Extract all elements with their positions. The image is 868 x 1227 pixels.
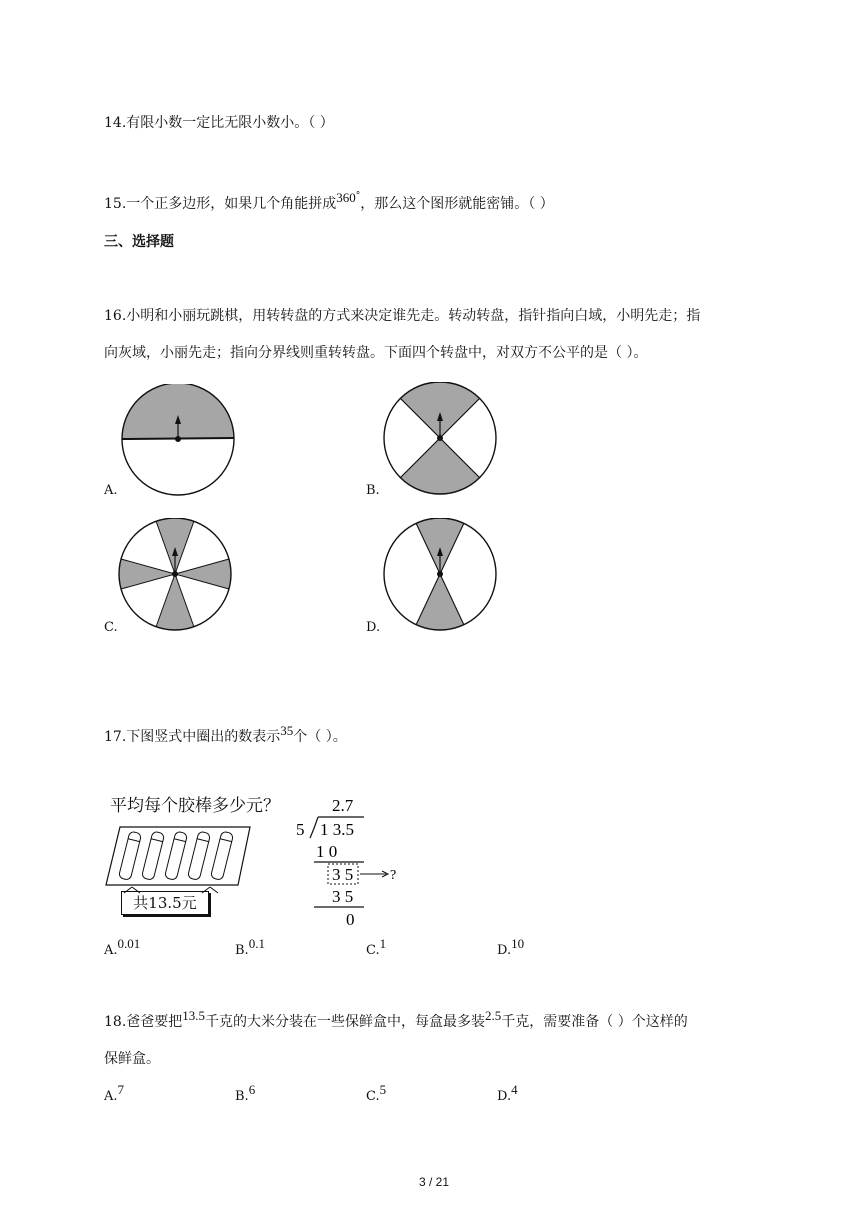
q18-option-a[interactable] [104,1082,125,1106]
division-remainder: 0 [346,910,355,929]
q17-option-a[interactable] [104,936,141,960]
spinner-d [380,518,500,632]
option-value: 6 [248,1082,256,1097]
question-15 [104,190,554,216]
option-value: 10 [511,936,525,951]
figure-question-text: 平均每个胶棒多少元？ [110,796,280,816]
division-quotient: 2.7 [332,796,354,815]
q18-option-d[interactable] [497,1082,518,1106]
option-label: A. [104,943,118,958]
question-18-value-1: 13.5 [182,1008,206,1023]
spinner-b [380,382,500,496]
page-number: 3 / 21 [418,1175,450,1189]
option-label: C. [366,1089,380,1104]
question-17-text-start: 17.下图竖式中圈出的数表示 [104,729,281,745]
option-a-label: A. [104,483,118,498]
long-division [288,792,428,932]
division-step3: 3 5 [332,887,354,906]
option-b-label: B. [366,483,380,498]
option-label: D. [497,1089,512,1104]
question-16-line1: 16.小明和小丽玩跳棋，用转转盘的方式来决定谁先走。转动转盘，指针指向白域，小明先走；指 [104,308,701,324]
option-c-label: C. [104,620,118,635]
arrow-question-mark: ? [390,868,397,883]
option-label: D. [497,943,512,958]
total-price-box: 共13.5元 [121,891,209,915]
question-18-line1 [104,1008,688,1032]
division-step1: 1 0 [316,842,338,861]
question-15-text-end: ，那么这个图形就能密铺。（ ） [360,196,554,212]
spinner-a [118,384,238,498]
option-value: 4 [511,1082,518,1097]
question-14: 14.有限小数一定比无限小数小。（ ） [104,115,334,131]
q18-option-b[interactable] [235,1082,256,1106]
q17-option-c[interactable] [366,936,387,960]
question-18-value-2: 2.5 [485,1008,502,1023]
question-17-text-end: 个（ ）。 [293,729,347,745]
option-value: 0.01 [117,936,141,951]
question-18-text: 千克的大米分装在一些保鲜盒中，每盒最多装 [205,1014,486,1030]
division-divisor: 5 [296,820,305,839]
q17-option-d[interactable] [497,936,525,960]
option-d-label: D. [366,620,381,635]
question-18-line2: 保鲜盒。 [104,1051,160,1067]
option-label: C. [366,943,380,958]
question-18-text: 18.爸爸要把 [104,1014,183,1030]
degree-symbol: ° [355,191,361,201]
q18-option-c[interactable] [366,1082,387,1106]
division-step2: 3 5 [332,865,354,884]
spinner-c [115,518,235,632]
option-value: 7 [117,1082,125,1097]
option-value: 0.1 [248,936,265,951]
division-dividend: 1 3.5 [320,820,354,839]
option-label: B. [235,943,249,958]
option-value: 1 [379,936,387,951]
question-15-text-start: 15.一个正多边形，如果几个角能拼成 [104,196,337,212]
section-heading-choice: 三、选择题 [104,234,174,250]
q17-option-b[interactable] [235,936,265,960]
option-label: B. [235,1089,249,1104]
question-17-value: 35 [280,723,294,738]
option-label: A. [104,1089,118,1104]
question-18-text: 千克，需要准备（ ）个这样的 [501,1014,688,1030]
question-17 [104,723,347,747]
question-15-value: 360 [336,190,356,205]
question-16-line2: 向灰域，小丽先走；指向分界线则重转转盘。下面四个转盘中，对双方不公平的是（ ）。 [104,345,648,361]
option-value: 5 [379,1082,387,1097]
